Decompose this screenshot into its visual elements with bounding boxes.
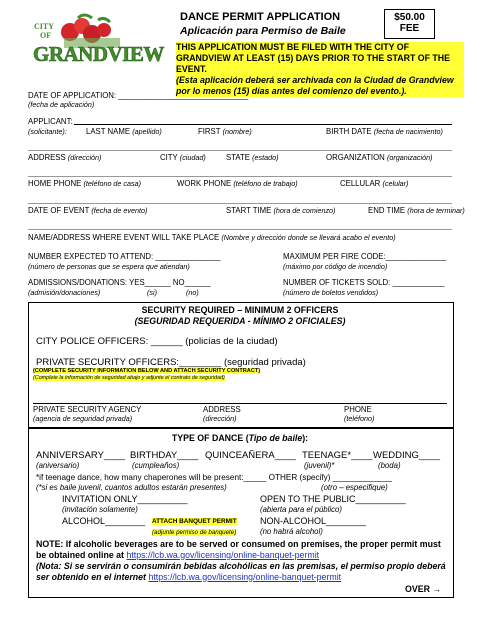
banquet-permit-link[interactable]: https://lcb.wa.gov/licensing/online-banquet-permit (126, 549, 320, 560)
non-alcohol-es: (no habrá alcohol) (260, 527, 323, 536)
admissions-no: (no) (186, 288, 199, 297)
dance-teenage: TEENAGE*____ (302, 450, 373, 461)
number-expected-es: (número de personas que se espera que atiendan) (28, 262, 190, 271)
city-label: CITY (ciudad) (160, 153, 206, 162)
admissions-label: ADMISSIONS/DONATIONS: YES______ NO______ (28, 278, 211, 287)
agency-address-label: ADDRESS (203, 405, 241, 414)
alcohol-note-es: (Nota: Si se servirán o consumirán bebidas alcohólicas en las premisas, el permiso propio deberá ser obtenido en el internet https://lcb.wa.gov/licensing/online-banquet-permit (36, 561, 446, 582)
open-public: OPEN TO THE PUBLIC__________ (260, 494, 406, 504)
dance-title: TYPE OF DANCE (Tipo de baile): (171, 433, 309, 443)
agency-address-es: (dirección) (203, 414, 237, 423)
dance-quinceanera: QUINCEAÑERA____ (205, 450, 296, 461)
wedding-es: (boda) (378, 461, 401, 470)
filing-notice-en: THIS APPLICATION MUST BE FILED WITH THE CITY OF GRANDVIEW AT LEAST (15) DAYS PRIOR TO THE START OF THE EVENT. (176, 42, 451, 74)
agency-phone-es: (teléfono) (344, 414, 375, 423)
date-event-label: DATE OF EVENT (fecha de evento) (28, 206, 148, 215)
agency-es: (agencia de seguridad privada) (33, 414, 133, 423)
non-alcohol: NON-ALCOHOL________ (260, 516, 367, 526)
private-officers-label: PRIVATE SECURITY OFFICERS:________ (seguridad privada) (36, 357, 306, 368)
form-title: DANCE PERMIT APPLICATION (180, 11, 341, 23)
birth-date-label: BIRTH DATE (fecha de nacimiento) (326, 127, 443, 136)
fee-box (384, 9, 435, 39)
work-phone-label: WORK PHONE (teléfono de trabajo) (177, 179, 298, 188)
admissions-es: (admisión/donaciones) (28, 288, 101, 297)
logo-of-text: OF (40, 31, 52, 40)
home-phone-label: HOME PHONE (teléfono de casa) (28, 179, 142, 188)
agency-line (33, 403, 447, 404)
location-line (28, 229, 452, 230)
form-subtitle: Aplicación para Permiso de Baile (180, 25, 346, 37)
alcohol: ALCOHOL________ (62, 516, 146, 526)
applicant-label: APPLICANT: (28, 117, 73, 126)
fee-amount: $50.00 (394, 12, 425, 23)
tickets-es: (número de boletos vendidos) (283, 288, 379, 297)
dance-birthday: BIRTHDAY____ (130, 450, 199, 461)
applicant-line (74, 124, 452, 125)
alcohol-note: NOTE: If alcoholic beverages are to be served or consumed on premises, the proper permit must be obtained online at https://lcb.wa.gov/licensing/online-banquet-permit (36, 539, 441, 560)
admissions-si: (si) (147, 288, 157, 297)
date-application-es: (fecha de aplicación) (28, 100, 95, 109)
anniversary-es: (aniversario) (36, 461, 80, 470)
filing-notice-es: (Esta aplicación deberá ser archivada con la Ciudad de Grandview por lo menos (15) días antes del comienzo del evento.). (176, 75, 454, 96)
invitation-es: (invitación solamente) (62, 505, 138, 514)
location-label: NAME/ADDRESS WHERE EVENT WILL TAKE PLACE (Nombre y dirección donde se llevará acabo el evento) (28, 233, 396, 242)
birthday-es: (cumpleaños) (132, 461, 180, 470)
fee-label: FEE (399, 23, 420, 34)
attach-banquet: ATTACH BANQUET PERMIT (152, 518, 237, 525)
start-time-label: START TIME (hora de comienzo) (226, 206, 336, 215)
max-fire-es: (máximo por código de incendio) (283, 262, 388, 271)
organization-label: ORGANIZATION (organización) (326, 153, 433, 162)
dance-anniversary: ANNIVERSARY____ (36, 450, 126, 461)
other-es: (otro – especifique) (321, 483, 388, 492)
cellular-label: CELLULAR (celular) (340, 179, 409, 188)
security-note-es: (Complete la información de seguridad abajo y adjunte el contrato de seguridad) (33, 375, 225, 381)
applicant-es: (solicitante): (28, 127, 67, 136)
dance-wedding: WEDDING____ (373, 450, 441, 461)
state-label: STATE (estado) (226, 153, 279, 162)
logo-name-text: GRANDVIEW (33, 42, 164, 66)
teen-chaperone-es: (*si es baile juvenil, cuantos adultos estarán presentes) (36, 483, 227, 492)
security-note-en: (COMPLETE SECURITY INFORMATION BELOW AND ATTACH SECURITY CONTRACT) (33, 368, 261, 374)
end-time-label: END TIME (hora de terminar) (368, 206, 465, 215)
security-title-es: (SEGURIDAD REQUERIDA - MÍNIMO 2 OFICIALES) (134, 316, 346, 326)
last-name-label: LAST NAME (apellido) (86, 127, 162, 136)
agency-label: PRIVATE SECURITY AGENCY (33, 405, 142, 414)
security-title: SECURITY REQUIRED – MINIMUM 2 OFFICERS (141, 305, 339, 315)
phone-line (28, 176, 452, 177)
teenage-es: (juvenil)* (304, 461, 335, 470)
address-label: ADDRESS (dirección) (28, 153, 102, 162)
date-application-label: DATE OF APPLICATION: ______________________________ (28, 91, 249, 100)
teen-chaperone-note: *if teenage dance, how many chaperones will be present:_____ OTHER (specify) _____________ (36, 473, 392, 482)
banquet-permit-link-es[interactable]: https://lcb.wa.gov/licensing/online-banquet-permit (148, 571, 342, 582)
police-officers-label: CITY POLICE OFFICERS: ______ (policías de la ciudad) (36, 336, 278, 347)
address-line (28, 150, 452, 151)
agency-phone-label: PHONE (344, 405, 372, 414)
invitation-only: INVITATION ONLY__________ (62, 494, 188, 504)
over-label: OVER → (405, 584, 442, 594)
logo-city-text: CITY (34, 22, 55, 31)
filing-notice (176, 42, 464, 97)
public-es: (abierta para el público) (260, 505, 342, 514)
number-expected-label: NUMBER EXPECTED TO ATTEND: _______________ (28, 252, 221, 261)
first-name-label: FIRST (nombre) (198, 127, 252, 136)
attach-banquet-es: (adjunte permiso de banquete) (152, 529, 237, 536)
event-date-line (28, 203, 452, 204)
max-fire-label: MAXIMUM PER FIRE CODE:______________ (283, 252, 447, 261)
tickets-label: NUMBER OF TICKETS SOLD: ____________ (283, 278, 445, 287)
